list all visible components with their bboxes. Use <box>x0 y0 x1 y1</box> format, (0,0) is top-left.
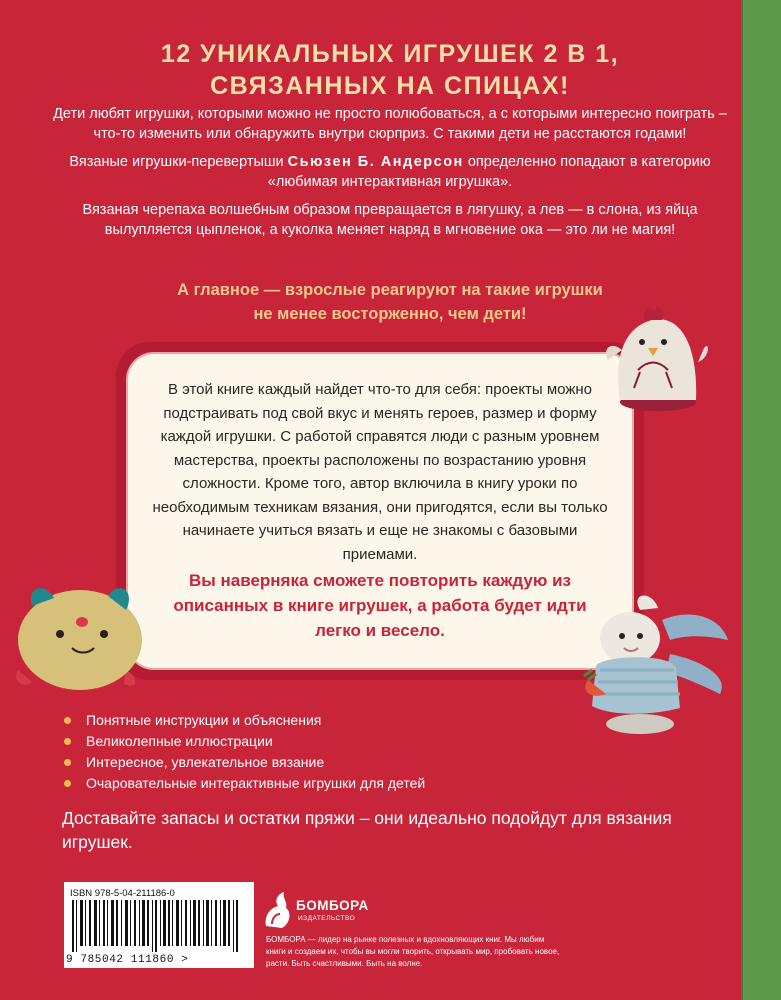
closing-text: Доставайте запасы и остатки пряжи – они идеально подойдут для вязания игрушек. <box>62 808 672 852</box>
publisher-description: БОМБОРА — лидер на рынке полезных и вдохновляющих книг. Мы любим книги и создаем их, чтобы вы могли творить, открывать мир, пробовать новое, расти. Быть счастливыми. Быть на волне. <box>266 935 560 968</box>
highlight-line-2: не менее восторженно, чем дети! <box>253 305 527 323</box>
title-line-2: СВЯЗАННЫХ НА СПИЦАХ! <box>210 72 570 100</box>
knitted-bear-image <box>8 570 156 696</box>
list-item-label: Интересное, увлекательное вязание <box>86 754 325 770</box>
intro-paragraph-3: Вязаная черепаха волшебным образом превращается в лягушку, а лев — в слона, из яйца вылупляется цыпленок, а куколка меняет наряд в мгновение ока — это ли не магия! <box>82 202 698 238</box>
intro-text <box>50 104 730 248</box>
highlight-line-1: А главное — взрослые реагируют на такие игрушки <box>177 281 603 299</box>
isbn-text: ISBN 978-5-04-211186-0 <box>70 888 175 899</box>
list-item-label: Понятные инструкции и объяснения <box>86 712 322 728</box>
publisher-sub: ИЗДАТЕЛЬСТВО <box>298 915 356 922</box>
dot-icon <box>64 759 71 766</box>
feature-list <box>62 710 582 794</box>
intro-paragraph-2 <box>50 152 730 192</box>
dot-icon <box>64 717 71 724</box>
bombora-logo-icon <box>262 890 292 930</box>
publisher-name: БОМБОРА <box>296 898 369 913</box>
dot-icon <box>64 738 71 745</box>
list-item <box>62 752 582 773</box>
intro-paragraph-1: Дети любят игрушки, которыми можно не просто полюбоваться, а с которыми интересно поиграть – что-то изменить или обнаружить внутри сюрприз. С такими дети не расстаются годами! <box>53 106 727 142</box>
list-item <box>62 710 582 731</box>
list-item <box>62 773 582 794</box>
knitted-bunny-image <box>570 590 740 740</box>
list-item-label: Очаровательные интерактивные игрушки для детей <box>86 775 426 791</box>
barcode-digits: 9 785042 111860 > <box>66 954 189 966</box>
knitted-chicken-image <box>600 290 712 412</box>
title-line-1: 12 УНИКАЛЬНЫХ ИГРУШЕК 2 В 1, <box>160 40 620 68</box>
panel-text: В этой книге каждый найдет что-то для себя: проекты можно подстраивать под свой вкус и менять героев, размер и форму каждой игрушки. С работой справятся люди с разным уровнем мастерства, проекты расположены по возрастанию уровня сложности. Кроме того, автор включила в книгу уроки по необходимым техникам вязания, они пригодятся, если вы только начинаете учиться вязать и еще не знакомы с базовыми приемами. <box>152 381 608 563</box>
dot-icon <box>64 780 71 787</box>
list-item-label: Великолепные иллюстрации <box>86 733 273 749</box>
panel-strong-text: Вы наверняка сможете повторить каждую из описанных в книге игрушек, а работа будет идти легко и весело. <box>173 571 587 640</box>
intro-p2-after: определенно попадают в категорию «любимая интерактивная игрушка». <box>267 154 711 190</box>
page-title <box>40 38 740 102</box>
list-item <box>62 731 582 752</box>
book-spine <box>741 0 781 1000</box>
barcode-icon <box>72 900 248 952</box>
intro-p2-before: Вязаные игрушки-перевертыши <box>69 154 284 170</box>
author-name: Сьюзен Б. Андерсон <box>287 154 464 170</box>
